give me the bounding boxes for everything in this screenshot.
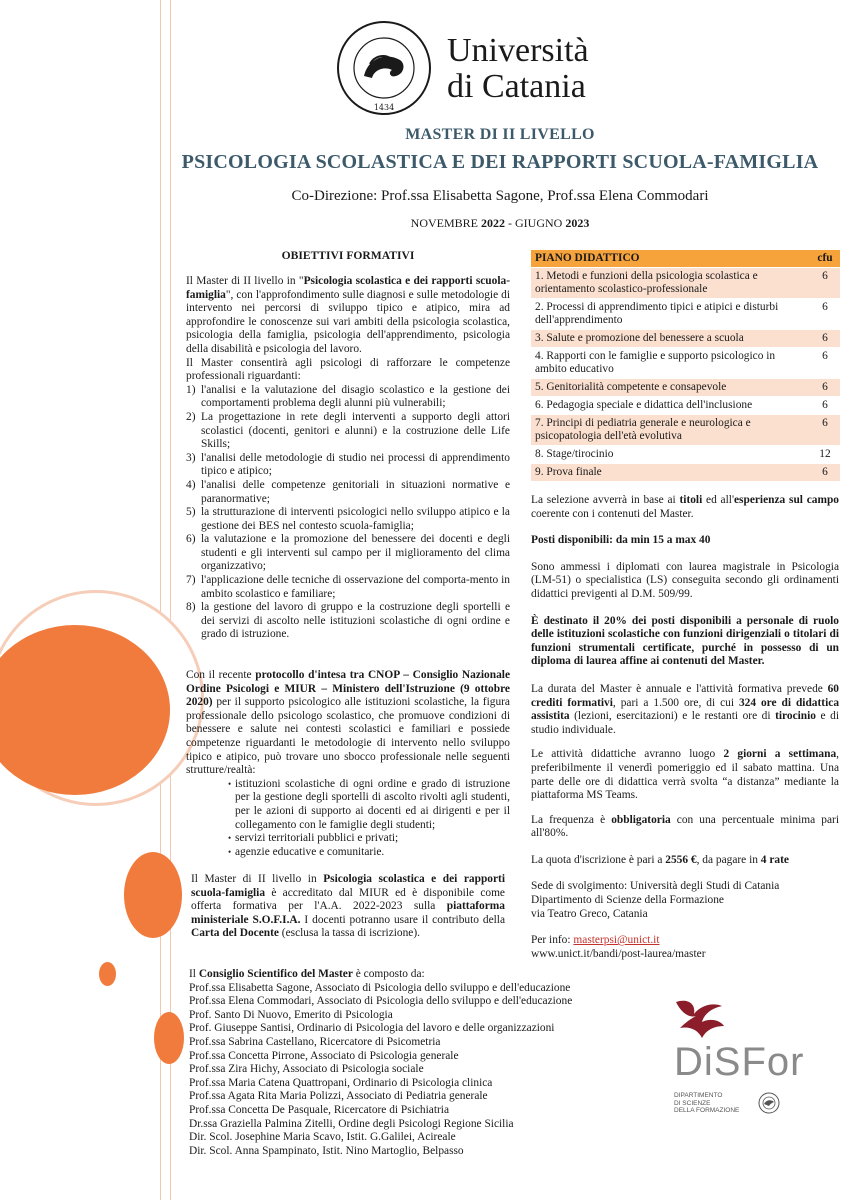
master-title: PSICOLOGIA SCOLASTICA E DEI RAPPORTI SCUOLA-FAMIGLIA [181, 151, 819, 173]
objectives-list [186, 384, 510, 642]
university-seal-small-icon [758, 1092, 780, 1114]
list-item: • agenzie educative e comunitarie. [228, 846, 510, 860]
course-cfu: 6 [810, 348, 840, 379]
council-member: Dir. Scol. Josephine Maria Scavo, Istit. G.Galilei, Acireale [189, 1131, 456, 1144]
list-item: 7) l'applicazione delle tecniche di osservazione del comporta-mento in ambito scolastico e familiare; [186, 574, 510, 600]
council-member: Dir. Scol. Anna Spampinato, Istit. Nino Martoglio, Belpasso [189, 1144, 464, 1157]
course-label: 7. Principi di pediatria generale e neurologica e psicopatologia dell'età evolutiva [531, 415, 810, 446]
objectives-heading: OBIETTIVI FORMATIVI [281, 249, 415, 262]
list-item: 3) l'analisi delle metodologie di studio nei processi di apprendimento tipico e atipico; [186, 451, 510, 478]
course-cfu: 6 [810, 464, 840, 482]
objectives-section [186, 275, 510, 642]
university-seal [334, 18, 434, 118]
protocol-section [186, 669, 510, 859]
lessons-text: Le attività didattiche avranno luogo 2 giorni a settimana, preferibilmente il venerdì pomeriggio ed il sabato mattina. Una parte delle ore di didattica verrà svolta “a distanza” mediante la piattaforma MS Teams. [531, 748, 839, 802]
council-member: Prof. Giuseppe Santisi, Ordinario di Psicologia del lavoro e delle organizzazioni [189, 1022, 555, 1035]
accreditation-section [191, 873, 505, 941]
council-member: Prof.ssa Maria Catena Quattropani, Ordinario di Psicologia clinica [189, 1076, 493, 1089]
council-member: Prof.ssa Elisabetta Sagone, Associato di Psicologia dello sviluppo e dell'educazione [189, 981, 571, 994]
protocol-bullets [228, 778, 510, 860]
table-row [531, 464, 840, 482]
course-cfu: 6 [810, 379, 840, 397]
table-row [531, 348, 840, 379]
objectives-intro: Il Master di II livello in "Psicologia scolastica e dei rapporti scuola-famiglia", con l'approfondimento sulle diagnosi e sulle metodologie di intervento nei percorsi di sviluppo tipico e atipico, mira ad approfondire le conoscenze sui vari ambiti della psicologia scolastica, psicologia della famiglia, psicologia dell'apprendimento, psicologia della disabilità e psicologia del lavoro. [186, 275, 510, 355]
course-cfu: 6 [810, 415, 840, 446]
council-heading: Il Consiglio Scientifico del Master è composto da: [189, 968, 425, 980]
info-email-link[interactable]: masterpsi@unict.it [573, 934, 660, 947]
course-cfu: 6 [810, 299, 840, 330]
council-member: Prof.ssa Concetta Pirrone, Associato di Psicologia generale [189, 1049, 459, 1062]
table-row [531, 330, 840, 348]
table-row [531, 268, 840, 299]
council-member: Dr.ssa Graziella Palmina Zitelli, Ordine degli Psicologi Regione Sicilia [189, 1117, 514, 1130]
table-header-label: PIANO DIDATTICO [531, 250, 810, 268]
council-member: Prof. Santo Di Nuovo, Emerito di Psicologia [189, 1008, 393, 1021]
table-header [531, 250, 840, 268]
university-name-line1: Università [447, 32, 589, 69]
selection-text: La selezione avverrà in base ai titoli ed all'esperienza sul campo coerente con i contenuti del Master. [531, 494, 839, 520]
venue-line: Sede di svolgimento: Università degli Studi di Catania [531, 880, 780, 893]
council-member: Prof.ssa Agata Rita Maria Polizzi, Associato di Pediatria generale [189, 1090, 488, 1103]
course-label: 5. Genitorialità competente e consapevole [531, 379, 810, 397]
fee-text: La quota d'iscrizione è pari a 2556 €, da pagare in 4 rate [531, 853, 789, 866]
list-item: 6) la valutazione e la promozione del benessere dei docenti e degli studenti e gli interventi sul campo per il miglioramento del clima organizzativo; [186, 533, 510, 573]
disfor-name: DiSFor [674, 1040, 805, 1084]
info-line: Per info: masterpsi@unict.it [531, 934, 660, 947]
disfor-subtitle: DIPARTIMENTO DI SCIENZE DELLA FORMAZIONE [674, 1092, 740, 1114]
table-header-cfu: cfu [810, 250, 840, 268]
objectives-lead: Il Master consentirà agli psicologi di rafforzare le competenze professionali riguardanti: [186, 356, 510, 383]
council-member: Prof.ssa Sabrina Castellano, Ricercatore di Psicometria [189, 1035, 441, 1048]
protocol-paragraph: Con il recente protocollo d'intesa tra CNOP – Consiglio Nazionale Ordine Psicologi e MIUR – Ministero dell'Istruzione (9 ottobre 2020) per il supporto psicologico alle istituzioni scolastiche, la figura professionale dello psicologo scolastico, che promuove condizioni di benessere e salute nei contesti scolastici e familiari e possiede competenze riguardanti le metodologie di intervento nello sviluppo tipico e atipico, può trovare uno sbocco professionale nelle seguenti strutture/realtà: [186, 669, 510, 777]
course-cfu: 6 [810, 268, 840, 299]
table-row [531, 415, 840, 446]
list-item: • servizi territoriali pubblici e privati; [228, 832, 510, 846]
list-item: 4) l'analisi delle competenze genitoriali in situazioni normative e paranormative; [186, 478, 510, 505]
council-section [189, 968, 629, 1158]
course-label: 4. Rapporti con le famiglie e supporto psicologico in ambito educativo [531, 348, 810, 379]
attendance-text: La frequenza è obbligatoria con una percentuale minima pari all'80%. [531, 813, 839, 840]
list-item: • istituzioni scolastiche di ogni ordine e grado di istruzione per la gestione degli sportelli di ascolto rivolti agli studenti, per le azioni di supporto ai docenti ed ai dirigenti e per il collegamento con le famiglie degli studenti; [228, 778, 510, 832]
piano-didattico [531, 250, 840, 482]
course-cfu: 6 [810, 330, 840, 348]
admission-section [531, 494, 839, 961]
course-label: 8. Stage/tirocinio [531, 446, 810, 464]
dates: NOVEMBRE 2022 - GIUGNO 2023 [410, 216, 590, 230]
council-member: Prof.ssa Zira Hichy, Associato di Psicologia sociale [189, 1063, 424, 1076]
venue-line: Dipartimento di Scienze della Formazione [531, 894, 724, 907]
available-posts: Posti disponibili: da min 15 a max 40 [531, 534, 711, 547]
council-member: Prof.ssa Elena Commodari, Associato di Psicologia dello sviluppo e dell'educazione [189, 995, 573, 1008]
decorative-circle [99, 962, 116, 986]
course-label: 1. Metodi e funzioni della psicologia scolastica e orientamento scolastico-professionale [531, 268, 810, 299]
university-name-line2: di Catania [447, 68, 586, 105]
list-item: 5) la strutturazione di interventi psicologici nello sviluppo atipico e la gestione dei BES nel contesto scuola-famiglia; [186, 506, 510, 532]
list-item: 2) La progettazione in rete degli interventi a supporto degli attori scolastici (docenti, genitori e alunni) e la costruzione delle Life Skills; [186, 410, 510, 451]
course-cfu: 6 [810, 397, 840, 415]
master-level: MASTER DI II LIVELLO [405, 126, 595, 143]
course-cfu: 12 [810, 446, 840, 464]
info-url[interactable]: www.unict.it/bandi/post-laurea/master [531, 947, 706, 960]
course-label: 9. Prova finale [531, 464, 810, 482]
svg-text:1434: 1434 [373, 103, 395, 112]
course-label: 3. Salute e promozione del benessere a scuola [531, 330, 810, 348]
council-member: Prof.ssa Concetta De Pasquale, Ricercatore di Psichiatria [189, 1103, 450, 1116]
table-row [531, 379, 840, 397]
table-row [531, 446, 840, 464]
piano-table [531, 250, 840, 482]
admission-requirements: Sono ammessi i diplomati con laurea magistrale in Psicologia (LM-51) o specialistica (LS) conseguita secondo gli ordinamenti didattici previgenti al D.M. 509/99. [531, 560, 839, 600]
table-row [531, 397, 840, 415]
table-row [531, 299, 840, 330]
course-label: 6. Pedagogia speciale e didattica dell'inclusione [531, 397, 810, 415]
venue-line: via Teatro Greco, Catania [531, 907, 648, 920]
decorative-circle [124, 852, 182, 938]
list-item: 1) l'analisi e la valutazione del disagio scolastico e la gestione dei comportamenti problema degli alunni più vulnerabili; [186, 383, 510, 410]
list-item: 8) la gestione del lavoro di gruppo e la costruzione degli sportelli e dei servizi di ascolto nelle istituzioni scolastiche di ogni ordine e grado di istruzione. [186, 601, 510, 641]
reserved-posts: È destinato il 20% dei posti disponibili a personale di ruolo delle istituzioni scolastiche con funzioni dirigenziali o titolari di funzioni strumentali certificate, purché in possesso di un diploma di laurea affine ai contenuti del Master. [531, 614, 839, 668]
course-label: 2. Processi di apprendimento tipici e atipici e disturbi dell'apprendimento [531, 299, 810, 330]
accreditation-paragraph: Il Master di II livello in Psicologia scolastica e dei rapporti scuola-famiglia è accreditato dal MIUR ed è disponibile come offerta formativa per l'A.A. 2022-2023 sulla piattaforma ministeriale S.O.F.I.A. I docenti potranno usare il contributo della Carta del Docente (esclusa la tassa di iscrizione). [191, 873, 506, 940]
duration-text: La durata del Master è annuale e l'attività formativa prevede 60 crediti formativi, pari a 1.500 ore, di cui 324 ore di didattica assistita (lezioni, esercitazioni) e le restanti ore di tirocinio e di studio individuale. [531, 682, 840, 736]
decorative-circle [154, 1012, 184, 1064]
codirection: Co-Direzione: Prof.ssa Elisabetta Sagone, Prof.ssa Elena Commodari [291, 188, 709, 204]
disfor-logo [672, 996, 822, 1126]
